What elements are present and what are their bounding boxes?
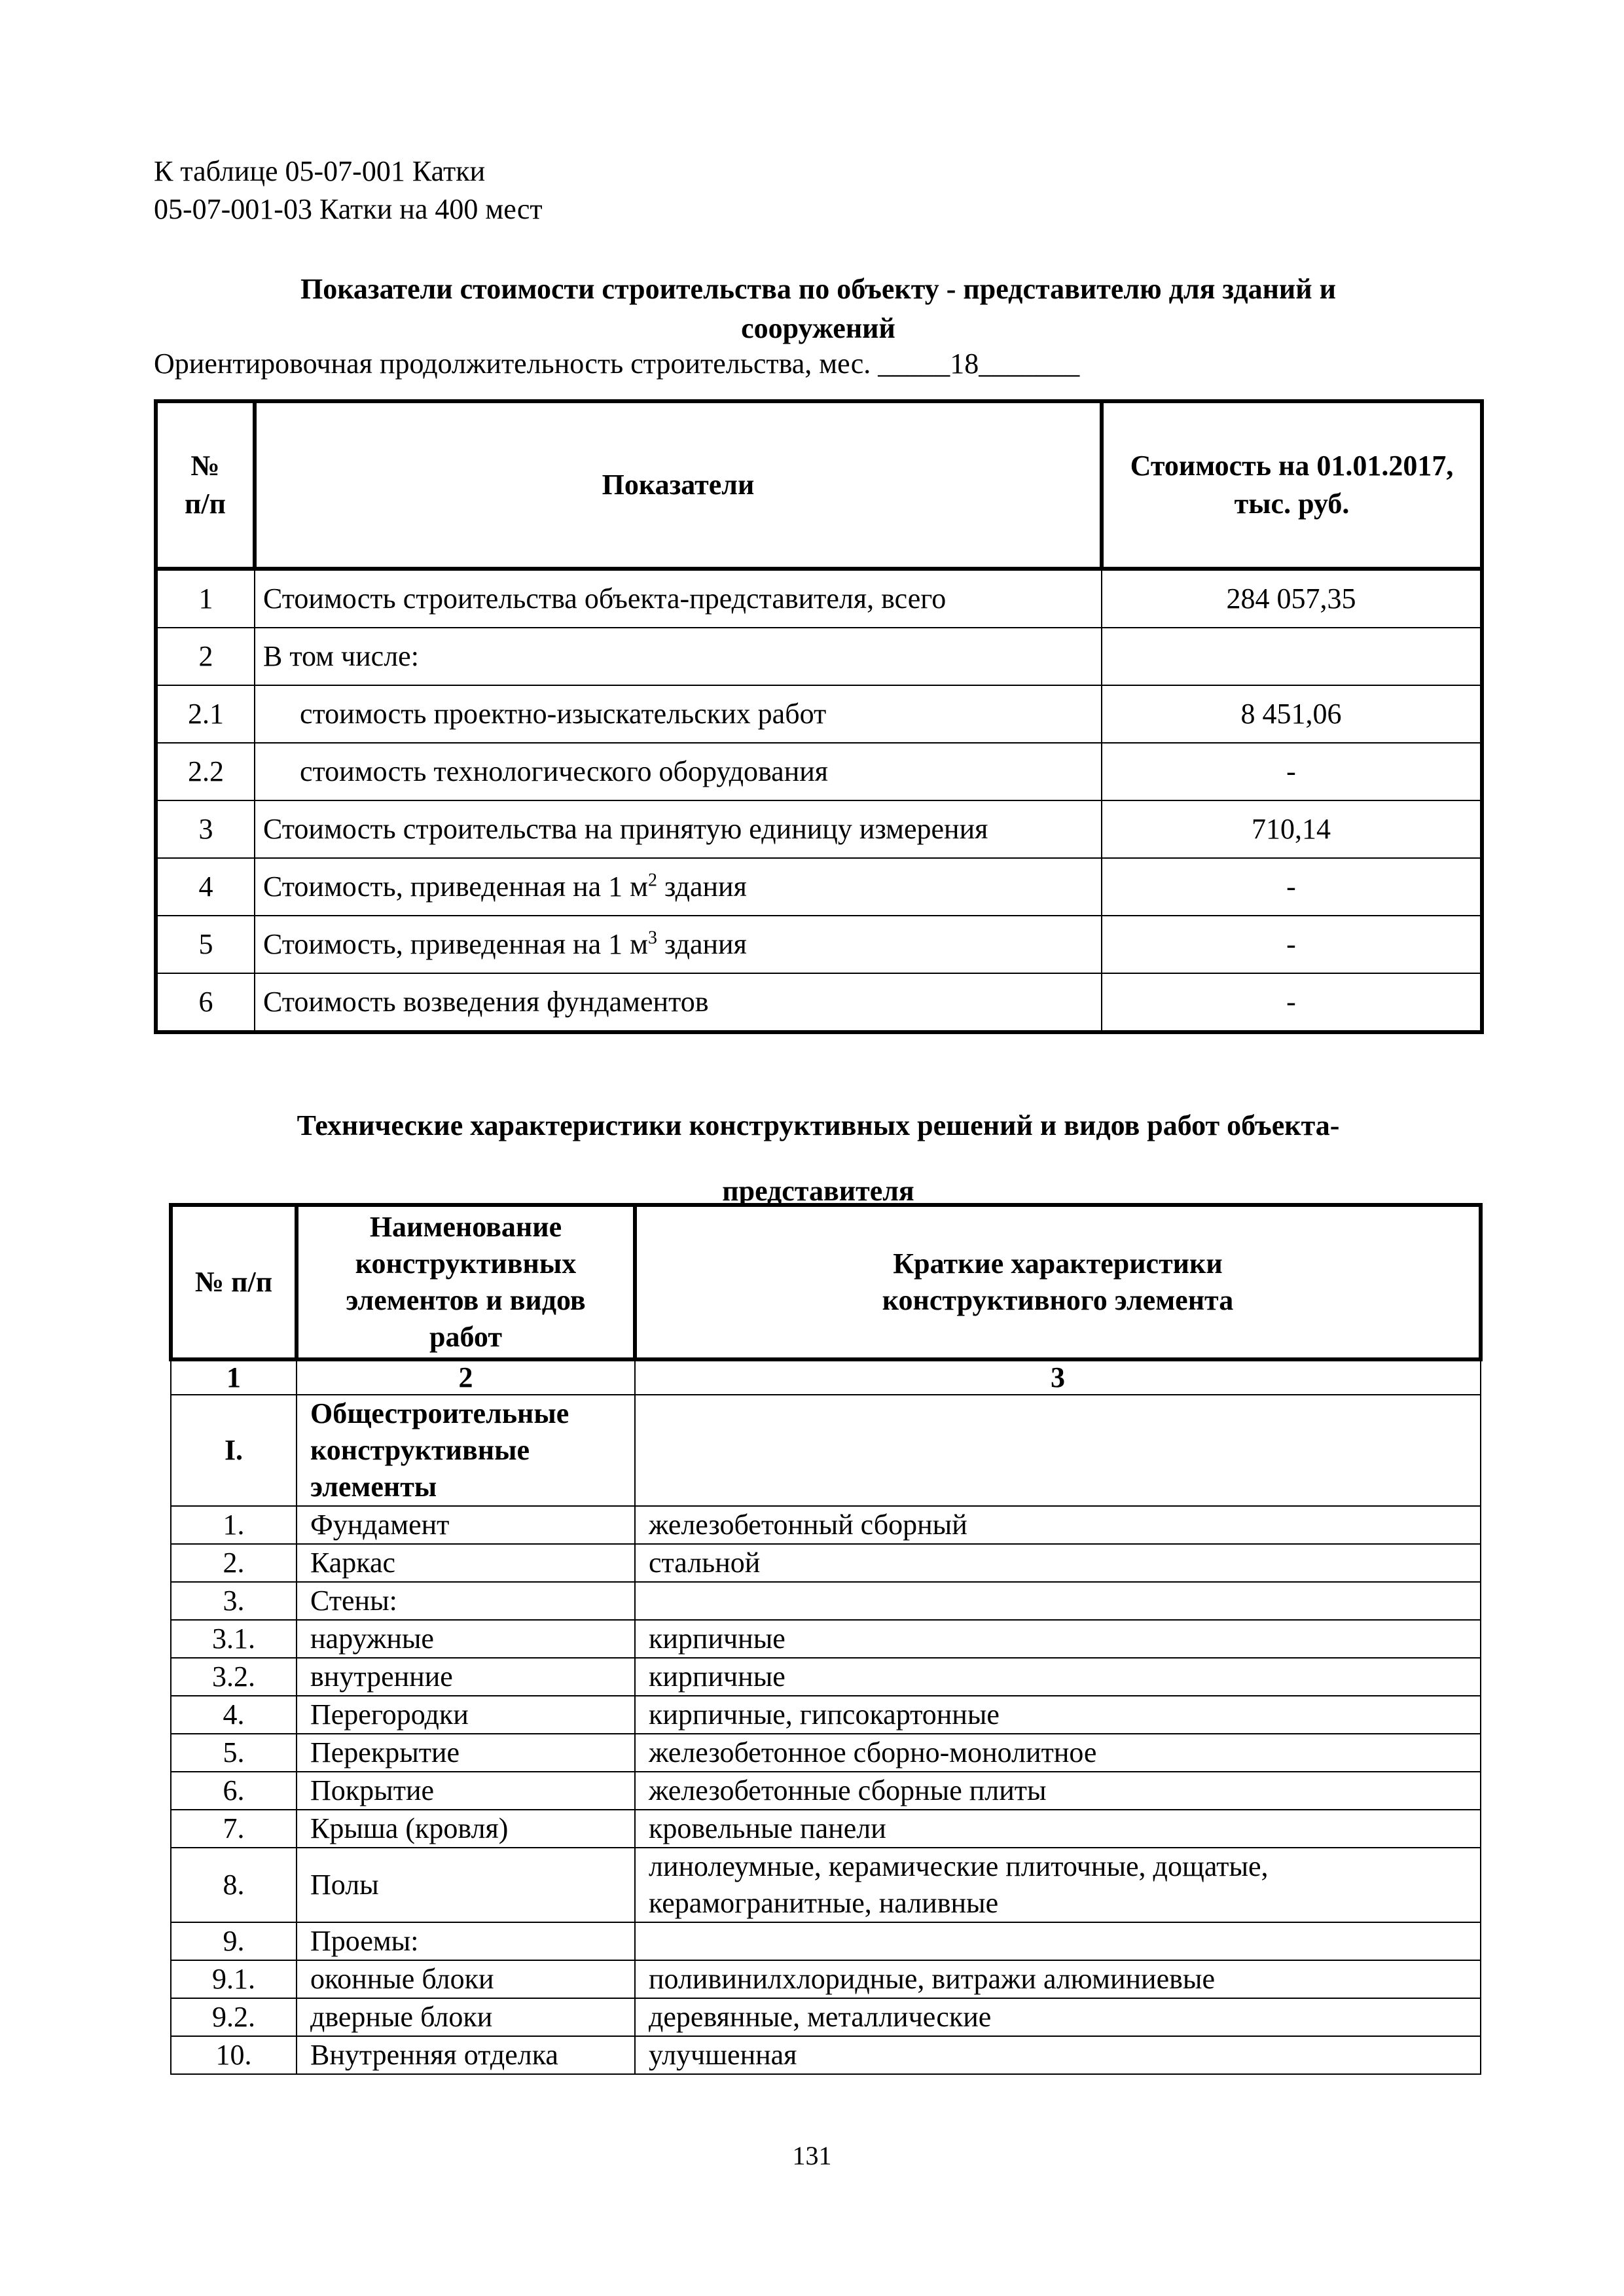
section-desc bbox=[635, 1395, 1481, 1506]
row-value: - bbox=[1102, 916, 1482, 973]
row-number: 5. bbox=[171, 1734, 297, 1772]
row-value: - bbox=[1102, 858, 1482, 916]
row-desc bbox=[635, 1922, 1481, 1960]
row-number: 3.1. bbox=[171, 1620, 297, 1658]
row-label-suffix: здания bbox=[657, 928, 747, 960]
section-name-line-2: конструктивные bbox=[310, 1434, 530, 1466]
row-number: 9.2. bbox=[171, 1998, 297, 2036]
row-name: оконные блоки bbox=[297, 1960, 635, 1998]
table1-header-cost bbox=[1102, 401, 1482, 569]
table-row bbox=[156, 858, 1482, 916]
table2-header-name-line-3: элементов и видов bbox=[346, 1284, 586, 1316]
row-number: 5 bbox=[156, 916, 255, 973]
table-row bbox=[156, 569, 1482, 628]
page-number: 131 bbox=[792, 2141, 832, 2170]
row-value bbox=[1102, 628, 1482, 685]
row-label bbox=[255, 858, 1102, 916]
table1-header-row bbox=[156, 401, 1482, 569]
row-number: 2.2 bbox=[156, 743, 255, 800]
table-row bbox=[171, 1582, 1481, 1620]
table-row bbox=[171, 1734, 1481, 1772]
row-value: - bbox=[1102, 743, 1482, 800]
section1-title-line-1: Показатели стоимости строительства по объекту - представителю для зданий и bbox=[300, 273, 1336, 305]
row-name: Перекрытие bbox=[297, 1734, 635, 1772]
table1-header-num bbox=[156, 401, 255, 569]
table2-header-name bbox=[297, 1205, 635, 1359]
table-row bbox=[171, 1772, 1481, 1810]
table2-header-num: № п/п bbox=[171, 1205, 297, 1359]
table2-header-row bbox=[171, 1205, 1481, 1359]
header-line-2: 05-07-001-03 Катки на 400 мест bbox=[154, 193, 543, 225]
row-desc bbox=[635, 1582, 1481, 1620]
section-name bbox=[297, 1395, 635, 1506]
row-desc: стальной bbox=[635, 1544, 1481, 1582]
section1-title-line-2: сооружений bbox=[741, 312, 895, 344]
row-number: 6 bbox=[156, 973, 255, 1032]
table-row bbox=[171, 2036, 1481, 2074]
row-number: 2. bbox=[171, 1544, 297, 1582]
row-number: 3. bbox=[171, 1582, 297, 1620]
row-desc: улучшенная bbox=[635, 2036, 1481, 2074]
table-row bbox=[156, 916, 1482, 973]
table-row bbox=[171, 1506, 1481, 1544]
section2-title-line-2: представителя bbox=[722, 1175, 914, 1207]
row-number: 3.2. bbox=[171, 1658, 297, 1696]
row-number: 8. bbox=[171, 1848, 297, 1922]
row-name: Фундамент bbox=[297, 1506, 635, 1544]
table-row bbox=[171, 1922, 1481, 1960]
duration-label: Ориентировочная продолжительность строительства, мес. bbox=[154, 348, 871, 380]
table2-header-desc-line-1: Краткие характеристики bbox=[893, 1247, 1223, 1280]
table2-header-name-line-1: Наименование bbox=[369, 1211, 562, 1243]
row-label: В том числе: bbox=[255, 628, 1102, 685]
section-row bbox=[171, 1395, 1481, 1506]
table-row bbox=[171, 1848, 1481, 1922]
row-number: 7. bbox=[171, 1810, 297, 1848]
table1-header-cost-line-2: тыс. руб. bbox=[1234, 488, 1350, 520]
row-number: 9.1. bbox=[171, 1960, 297, 1998]
column-number: 2 bbox=[297, 1359, 635, 1395]
row-number: 2.1 bbox=[156, 685, 255, 743]
row-desc: железобетонные сборные плиты bbox=[635, 1772, 1481, 1810]
row-number: 3 bbox=[156, 800, 255, 858]
row-name: Перегородки bbox=[297, 1696, 635, 1734]
row-name: Внутренняя отделка bbox=[297, 2036, 635, 2074]
table-row bbox=[171, 1998, 1481, 2036]
row-desc: железобетонный сборный bbox=[635, 1506, 1481, 1544]
table1-header-num-line-1: № bbox=[190, 450, 220, 482]
section-name-line-3: элементы bbox=[310, 1471, 437, 1503]
duration-value: _____18_______ bbox=[878, 348, 1080, 380]
row-name: Покрытие bbox=[297, 1772, 635, 1810]
row-label: Стоимость строительства объекта-представителя, всего bbox=[255, 569, 1102, 628]
superscript: 2 bbox=[647, 870, 657, 891]
row-number: 4 bbox=[156, 858, 255, 916]
table-row bbox=[156, 973, 1482, 1032]
row-name: Полы bbox=[297, 1848, 635, 1922]
row-label-text: Стоимость, приведенная на 1 м bbox=[263, 928, 648, 960]
table-row bbox=[171, 1544, 1481, 1582]
row-name: внутренние bbox=[297, 1658, 635, 1696]
technical-characteristics-table bbox=[169, 1203, 1483, 2075]
table1-header-cost-line-1: Стоимость на 01.01.2017, bbox=[1130, 450, 1454, 482]
row-desc-line-1: линолеумные, керамические плиточные, дощатые, bbox=[649, 1850, 1269, 1882]
table-row bbox=[171, 1620, 1481, 1658]
row-number: 2 bbox=[156, 628, 255, 685]
row-desc: кровельные панели bbox=[635, 1810, 1481, 1848]
row-desc: кирпичные bbox=[635, 1620, 1481, 1658]
row-label bbox=[255, 916, 1102, 973]
row-desc: деревянные, металлические bbox=[635, 1998, 1481, 2036]
row-number: 1 bbox=[156, 569, 255, 628]
row-desc: поливинилхлоридные, витражи алюминиевые bbox=[635, 1960, 1481, 1998]
table-row bbox=[171, 1696, 1481, 1734]
column-number: 3 bbox=[635, 1359, 1481, 1395]
row-label: стоимость проектно-изыскательских работ bbox=[255, 685, 1102, 743]
table-row bbox=[156, 628, 1482, 685]
row-name: Стены: bbox=[297, 1582, 635, 1620]
row-value: 710,14 bbox=[1102, 800, 1482, 858]
table-row bbox=[171, 1810, 1481, 1848]
column-number: 1 bbox=[171, 1359, 297, 1395]
column-numbers-row bbox=[171, 1359, 1481, 1395]
row-name: Проемы: bbox=[297, 1922, 635, 1960]
duration-line bbox=[154, 344, 1079, 384]
table2-header-name-line-2: конструктивных bbox=[355, 1247, 577, 1280]
row-label: стоимость технологического оборудования bbox=[255, 743, 1102, 800]
row-number: 9. bbox=[171, 1922, 297, 1960]
table1-header-indicators: Показатели bbox=[255, 401, 1102, 569]
row-desc bbox=[635, 1848, 1481, 1922]
row-desc: кирпичные bbox=[635, 1658, 1481, 1696]
table2-header-desc-line-2: конструктивного элемента bbox=[882, 1284, 1234, 1316]
table2-header-name-line-4: работ bbox=[429, 1321, 502, 1353]
row-value: 284 057,35 bbox=[1102, 569, 1482, 628]
section1-title bbox=[154, 270, 1483, 348]
row-desc: железобетонное сборно-монолитное bbox=[635, 1734, 1481, 1772]
row-number: 10. bbox=[171, 2036, 297, 2074]
row-label: Стоимость строительства на принятую единицу измерения bbox=[255, 800, 1102, 858]
row-name: наружные bbox=[297, 1620, 635, 1658]
section2-title-line-1: Технические характеристики конструктивных решений и видов работ объекта- bbox=[297, 1109, 1340, 1141]
row-name: дверные блоки bbox=[297, 1998, 635, 2036]
table-row bbox=[156, 743, 1482, 800]
table2-header-desc bbox=[635, 1205, 1481, 1359]
table1-header-num-line-2: п/п bbox=[185, 488, 226, 520]
row-label: Стоимость возведения фундаментов bbox=[255, 973, 1102, 1032]
row-desc: кирпичные, гипсокартонные bbox=[635, 1696, 1481, 1734]
row-number: 1. bbox=[171, 1506, 297, 1544]
row-label-suffix: здания bbox=[657, 870, 747, 903]
row-name: Крыша (кровля) bbox=[297, 1810, 635, 1848]
superscript: 3 bbox=[647, 927, 657, 948]
section-name-line-1: Общестроительные bbox=[310, 1397, 569, 1429]
table-row bbox=[156, 685, 1482, 743]
row-number: 6. bbox=[171, 1772, 297, 1810]
cost-indicators-table bbox=[154, 399, 1484, 1034]
row-number: 4. bbox=[171, 1696, 297, 1734]
section-number: I. bbox=[171, 1395, 297, 1506]
header-line-1: К таблице 05-07-001 Катки bbox=[154, 155, 486, 187]
table-row bbox=[156, 800, 1482, 858]
table-row bbox=[171, 1960, 1481, 1998]
row-desc-line-2: керамогранитные, наливные bbox=[649, 1887, 999, 1919]
table-row bbox=[171, 1658, 1481, 1696]
row-value: 8 451,06 bbox=[1102, 685, 1482, 743]
row-value: - bbox=[1102, 973, 1482, 1032]
row-name: Каркас bbox=[297, 1544, 635, 1582]
row-label-text: Стоимость, приведенная на 1 м bbox=[263, 870, 648, 903]
